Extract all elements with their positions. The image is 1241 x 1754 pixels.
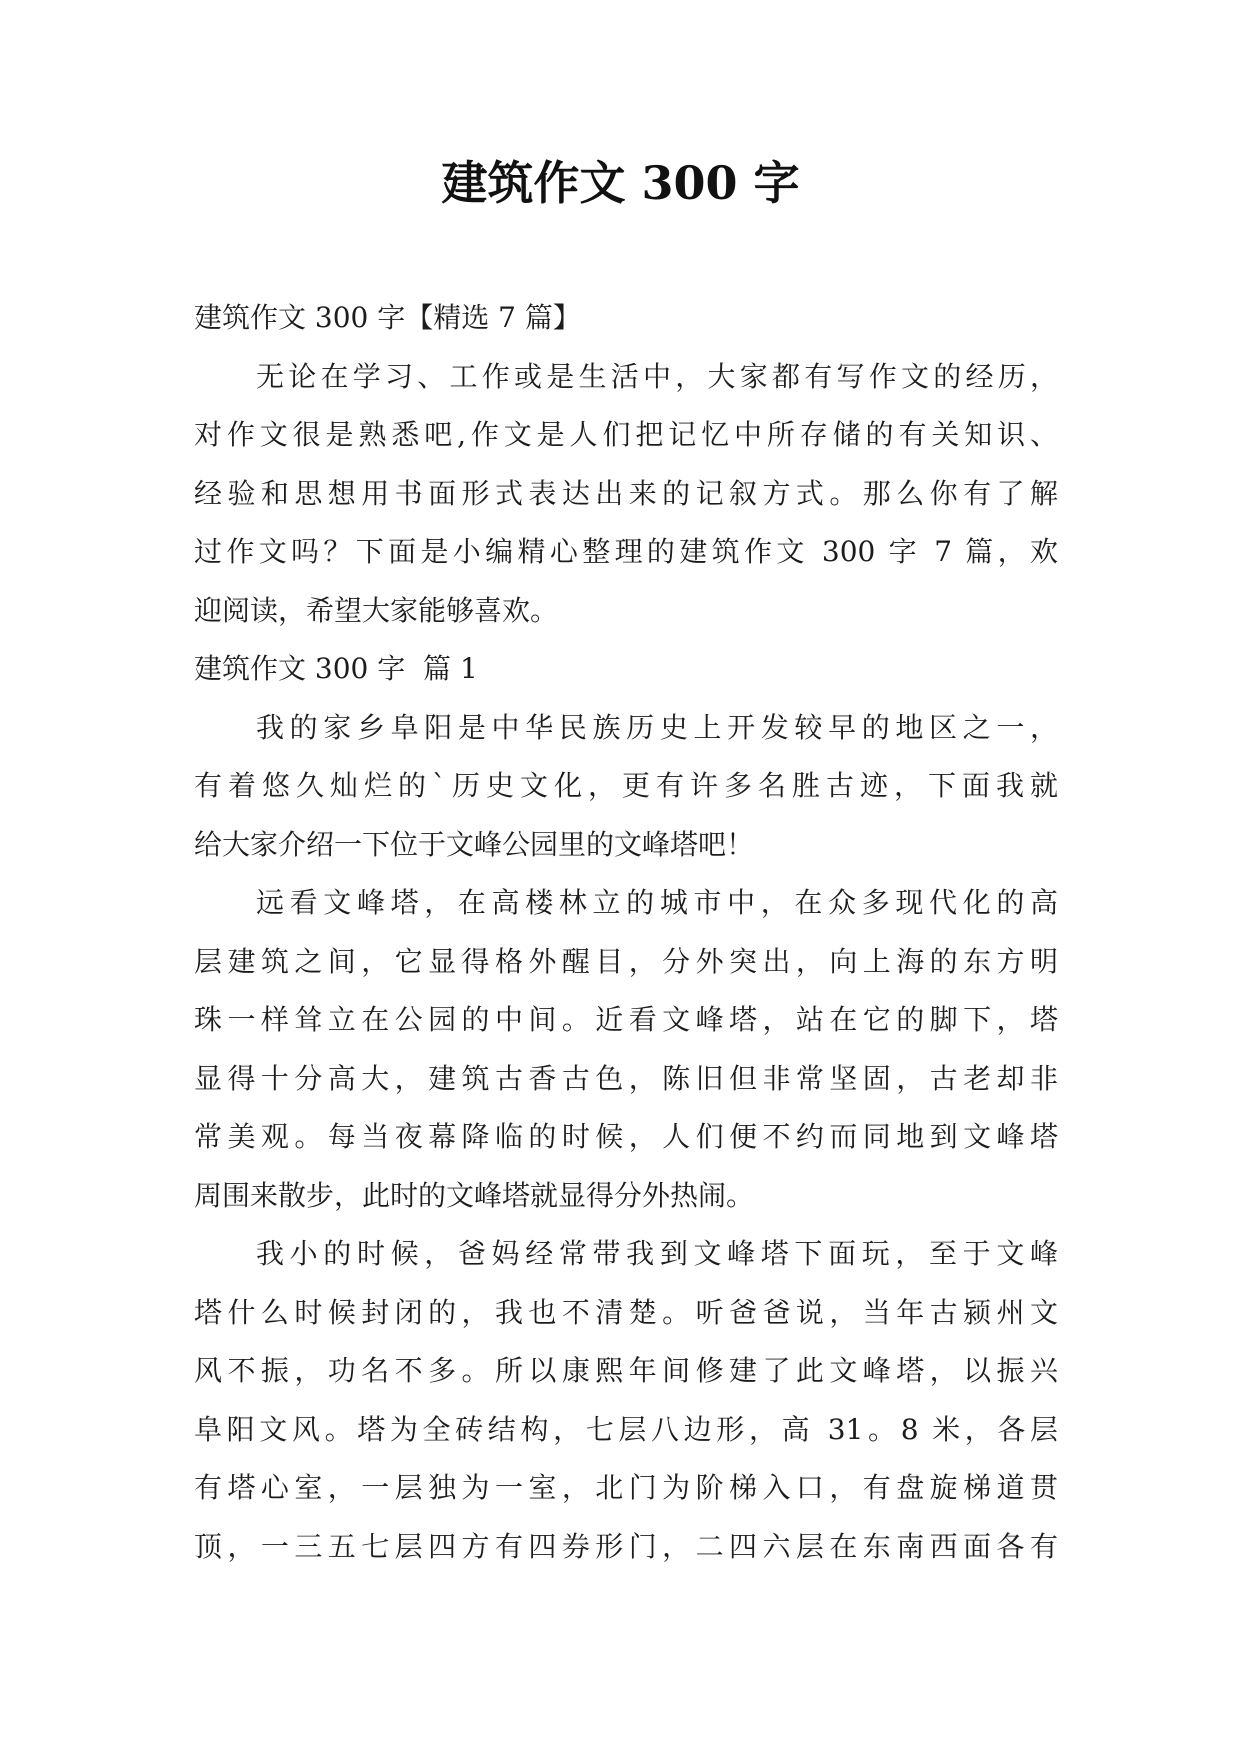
section-heading: 建筑作文 300 字 篇 1 xyxy=(194,652,478,685)
document-body xyxy=(194,289,1058,1576)
paragraph-line: 对作文很是熟悉吧,作文是人们把记忆中所存储的有关知识、 xyxy=(194,418,1058,451)
paragraph-line: 珠一样耸立在公园的中间。近看文峰塔，站在它的脚下，塔 xyxy=(194,1003,1058,1036)
paragraph xyxy=(194,1225,1058,1576)
paragraph-line: 塔什么时候封闭的，我也不清楚。听爸爸说，当年古颍州文 xyxy=(194,1295,1058,1329)
paragraph-line: 阜阳文风。塔为全砖结构，七层八边形，高 31。8 米，各层 xyxy=(194,1412,1058,1446)
paragraph xyxy=(194,874,1058,1225)
paragraph-line: 我的家乡阜阳是中华民族历史上开发较早的地区之一， xyxy=(256,710,1058,744)
paragraph-line: 过作文吗？下面是小编精心整理的建筑作文 300 字 7 篇，欢 xyxy=(194,535,1058,568)
paragraph-line: 周围来散步，此时的文峰塔就显得分外热闹。 xyxy=(194,1178,755,1212)
paragraph-line: 有着悠久灿烂的`历史文化，更有许多名胜古迹，下面我就 xyxy=(194,769,1058,802)
paragraph-line: 显得十分高大，建筑古香古色，陈旧但非常坚固，古老却非 xyxy=(194,1061,1058,1095)
paragraph xyxy=(194,699,1058,875)
document-subtitle: 建筑作文 300 字【精选 7 篇】 xyxy=(194,301,581,334)
paragraph-line: 无论在学习、工作或是生活中，大家都有写作文的经历， xyxy=(256,359,1058,393)
paragraph-line: 我小的时候，爸妈经常带我到文峰塔下面玩，至于文峰 xyxy=(256,1237,1058,1270)
paragraph-line: 迎阅读，希望大家能够喜欢。 xyxy=(194,593,559,627)
paragraph-line: 经验和思想用书面形式表达出来的记叙方式。那么你有了解 xyxy=(194,476,1058,510)
paragraph-line: 常美观。每当夜幕降临的时候，人们便不约而同地到文峰塔 xyxy=(194,1120,1058,1153)
paragraph-line: 有塔心室，一层独为一室，北门为阶梯入口，有盘旋梯道贯 xyxy=(194,1471,1058,1504)
page-title: 建筑作文 300 字 xyxy=(441,156,800,210)
paragraph-line: 层建筑之间，它显得格外醒目，分外突出，向上海的东方明 xyxy=(194,944,1058,978)
paragraph-line: 风不振，功名不多。所以康熙年间修建了此文峰塔，以振兴 xyxy=(194,1354,1058,1387)
paragraph-line: 顶，一三五七层四方有四券形门，二四六层在东南西面各有 xyxy=(194,1529,1058,1563)
intro-paragraph xyxy=(194,348,1058,641)
paragraph-line: 远看文峰塔，在高楼林立的城市中，在众多现代化的高 xyxy=(256,886,1058,919)
paragraph-line: 给大家介绍一下位于文峰公园里的文峰塔吧！ xyxy=(194,827,755,861)
